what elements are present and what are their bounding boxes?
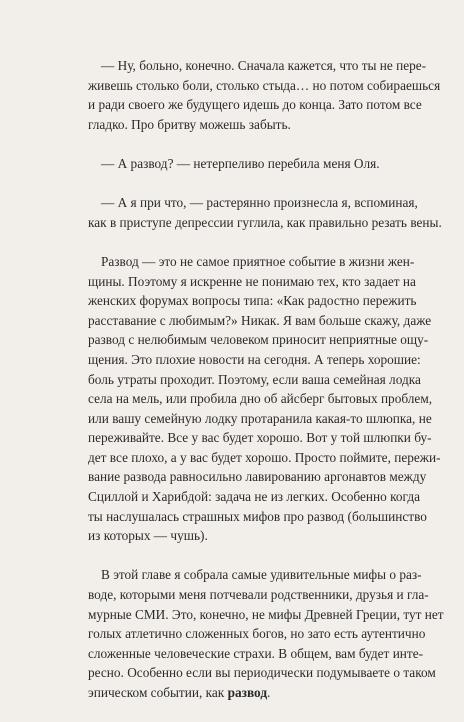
text-line: расставание с любимым?» Никак. Я вам больше скажу, даже	[88, 312, 432, 328]
text-line-final	[88, 683, 392, 703]
text-line: или вашу семейную лодку протаранила какая-то шлюпка, не	[88, 410, 432, 426]
text-line: мурные СМИ. Это, конечно, не мифы Древней Греции, тут нет	[88, 606, 444, 622]
paragraph-1	[88, 56, 441, 134]
text-line: — А я при что, — растерянно произнесла я, вспоминая,	[101, 195, 418, 211]
paragraph-3	[88, 193, 442, 232]
text-punctuation: .	[267, 685, 271, 700]
text-line: ресно. Особенно если вы периодически подумываете о таком	[88, 665, 436, 681]
text-line: боль утраты проходит. Поэтому, если ваша семейная лодка	[88, 371, 421, 387]
text-line: Сциллой и Харибдой: задача не из легких. Особенно когда	[88, 489, 420, 505]
text-line: голых атлетично сложенных богов, но зато есть аутентично	[88, 626, 426, 642]
text-line: дет все плохо, а у вас будет хорошо. Просто поймите, пережи-	[88, 449, 441, 465]
text-line: Развод — это не самое приятное событие в жизни жен-	[101, 253, 415, 269]
text-line: села на мель, или пробила дно об айсберг бытовых проблем,	[88, 391, 433, 407]
text-line: вание развода равносильно лавированию аргонавтов между	[88, 469, 427, 485]
text-line: гладко. Про бритву можешь забыть.	[88, 116, 291, 132]
text-line: как в приступе депрессии гуглила, как правильно резать вены.	[88, 214, 442, 230]
text-line: переживайте. Все у вас будет хорошо. Вот у той шлюпки бу-	[88, 430, 432, 446]
text-fragment: эпическом событии, как	[88, 685, 228, 700]
emphasis-word: развод	[227, 685, 268, 700]
text-line: живешь столько боли, столько стыда… но потом собираешься	[88, 77, 441, 93]
text-line: — Ну, больно, конечно. Сначала кажется, что ты не пере-	[101, 58, 427, 73]
text-line: сложенные человеческие страхи. В общем, вам будет инте-	[88, 645, 424, 661]
page-text	[88, 56, 444, 722]
paragraph-4	[88, 252, 441, 546]
paragraph-2	[88, 154, 392, 174]
text-line: из которых — чушь).	[88, 528, 208, 544]
text-line: ты наслушалась страшных мифов про развод (большинство	[88, 508, 427, 524]
text-line: развод с нелюбимым человеком приносит неприятные ощу-	[88, 332, 429, 348]
text-line: В этой главе я собрала самые удивительные мифы о раз-	[101, 567, 422, 583]
text-line: женских форумах вопросы типа: «Как радостно пережить	[88, 293, 417, 309]
text-line: щения. Это плохие новости на сегодня. А теперь хорошие:	[88, 351, 421, 367]
text-line: и ради своего же будущего идешь до конца. Зато потом все	[88, 97, 422, 113]
text-line: — А развод? — нетерпеливо перебила меня Оля.	[101, 155, 380, 171]
text-line: щины. Поэтому я искренне не понимаю тех, кто задает на	[88, 273, 416, 289]
paragraph-5	[88, 565, 444, 702]
text-line: воде, которыми меня потчевали родственники, друзья и гла-	[88, 587, 429, 603]
